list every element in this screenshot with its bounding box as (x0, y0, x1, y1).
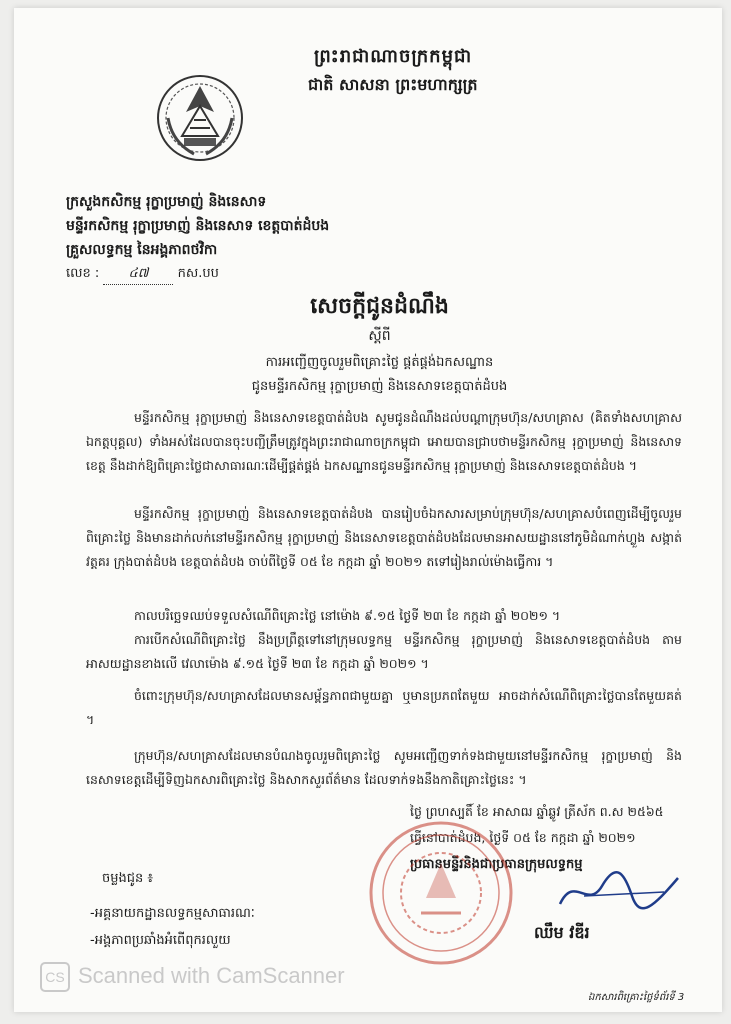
cc-recipient: -អង្គភាពប្រឆាំងអំពើពុករលួយ (90, 933, 231, 948)
notice-subject-line-2: ជូនមន្ទីរកសិកម្ម រុក្ខាប្រមាញ់ និងនេសាទខេត្តបាត់ដំបង (251, 379, 508, 394)
camscanner-logo-icon: CS (40, 962, 70, 992)
signer-title: ប្រធានមន្ទីរនិងជាប្រធានក្រុមលទ្ធកម្ម (410, 857, 583, 872)
body-paragraph-2: មន្ទីរកសិកម្ម រុក្ខាប្រមាញ់ និងនេសាទខេត្តបាត់ដំបង បានរៀបចំឯកសារសម្រាប់ក្រុមហ៊ុន/សហគ្រាសបំពេញដើម្បីចូលរួមពិគ្រោះថ្លៃ និងមានដាក់លក់នៅមន្ទីរកសិកម្ម រុក្ខាប្រមាញ់ និងនេសាទខេត្តបាត់ដំបងដែលមានអាសយដ្ឋាននៅភូមិដំណាក់ហ្លួង សង្កាត់វត្តគរ ក្រុងបាត់ដំបង ខេត្តបាត់ដំបង ចាប់ពីថ្ងៃទី ០៥ ខែ កក្កដា ឆ្នាំ ២០២១ តទៅរៀងរាល់ម៉ោងធ្វើការ ។ (86, 506, 682, 569)
reference-label: លេខ : (66, 266, 100, 281)
body-paragraph-5: ចំពោះក្រុមហ៊ុន/សហគ្រាសដែលមានសម្ព័ន្ធភាពជាមួយគ្នា ឬមានប្រភពតែមួយ អាចដាក់សំណើពិគ្រោះថ្លៃបានតែមួយគត់ ។ (86, 688, 682, 727)
ministry-emblem-icon (154, 72, 246, 164)
notice-subject-line-1: ការអញ្ជើញចូលរួមពិគ្រោះថ្លៃ ផ្គត់ផ្គង់ឯកសណ្ឋាន (265, 355, 494, 370)
body-paragraph-4: ការបើកសំណើពិគ្រោះថ្លៃ នឹងប្រព្រឹត្តទៅនៅក្រុមលទ្ធកម្ម មន្ទីរកសិកម្ម រុក្ខាប្រមាញ់ និងនេសាទខេត្តបាត់ដំបង តាមអាសយដ្ឋានខាងលើ វេលាម៉ោង ៩.១៥ ថ្ងៃទី ២៣ ខែ កក្កដា ឆ្នាំ ២០២១ ។ (86, 632, 682, 671)
reference-value: ៤៧ (103, 265, 173, 285)
national-motto: ជាតិ សាសនា ព្រះមហាក្សត្រ (308, 75, 478, 94)
document-page (14, 8, 722, 1012)
body-paragraph-6: ក្រុមហ៊ុន/សហគ្រាសដែលមានបំណងចូលរួមពិគ្រោះថ្លៃ សូមអញ្ជើញទាក់ទងជាមួយនៅមន្ទីរកសិកម្ម រុក្ខាប្រមាញ់ និងនេសាទខេត្តដើម្បីទិញឯកសារពិគ្រោះថ្លៃ និងសាកសួរព័ត៌មាន ដែលទាក់ទងនឹងកាតិគ្រោះថ្លៃនេះ ។ (86, 748, 682, 787)
body-paragraph-3: កាលបរិច្ឆេទឈប់ទទួលសំណើពិគ្រោះថ្លៃ នៅម៉ោង ៩.១៥ ថ្ងៃទី ២៣ ខែ កក្កដា ឆ្នាំ ២០២១ ។ (134, 608, 561, 623)
reference-suffix: កស.បប (177, 266, 219, 281)
camscanner-watermark (40, 962, 345, 992)
official-stamp-icon (366, 818, 516, 968)
kingdom-heading: ព្រះរាជាណាចក្រកម្ពុជា (314, 46, 473, 67)
page-footer-note: ឯកសារពិគ្រោះថ្លៃទំព័រទី 3 (588, 992, 685, 1003)
signature-icon (554, 866, 684, 916)
notice-regarding: ស្ដីពី (368, 328, 391, 344)
ministry-name: ក្រសួងកសិកម្ម រុក្ខាប្រមាញ់ និងនេសាទ (66, 194, 267, 210)
issue-date-line: ធ្វើនៅបាត់ដំបង, ថ្ងៃទី ០៥ ខែ កក្កដា ឆ្នាំ ២០២១ (410, 830, 636, 845)
notice-title: សេចក្ដីជូនដំណឹង (310, 294, 449, 319)
lunar-date-line: ថ្ងៃ ព្រហស្បតិ៍ ខែ អាសាឍ ឆ្នាំឆ្លូវ ត្រីស័ក ព.ស ២៥៦៥ (410, 804, 664, 819)
signer-name: ឈឹម វឌីរ (534, 923, 590, 942)
cc-recipient: -អគ្គនាយកដ្ឋានលទ្ធកម្មសាធារណៈ (90, 906, 255, 921)
watermark-text: Scanned with CamScanner (78, 962, 345, 988)
body-paragraph-1: មន្ទីរកសិកម្ម រុក្ខាប្រមាញ់ និងនេសាទខេត្តបាត់ដំបង សូមជូនដំណឹងដល់បណ្ដាក្រុមហ៊ុន/សហគ្រាស (គិតទាំងសហគ្រាស ឯកត្តបុគ្គល) ទាំងអស់ដែលបានចុះបញ្ជីត្រឹមត្រូវក្នុងព្រះរាជាណាចក្រកម្ពុជា អោយបានជ្រាបថាមន្ទីរកសិកម្ម រុក្ខាប្រមាញ់ និងនេសាទខេត្ត នឹងដាក់ឱ្យពិគ្រោះថ្លៃជាសាធារណៈដើម្បីផ្គត់ផ្គង់ ឯកសណ្ឋានជូនមន្ទីរកសិកម្ម រុក្ខាប្រមាញ់ និងនេសាទខេត្តបាត់ដំបង ។ (86, 410, 682, 473)
reference-number (66, 265, 219, 285)
department-name: មន្ទីរកសិកម្ម រុក្ខាប្រមាញ់ និងនេសាទ ខេត្តបាត់ដំបង (66, 218, 330, 234)
office-name: គ្រួសលទ្ធកម្ម នៃអង្គភាពថវិកា (66, 242, 218, 258)
cc-label: ចម្លងជូន ៖ (102, 871, 154, 886)
